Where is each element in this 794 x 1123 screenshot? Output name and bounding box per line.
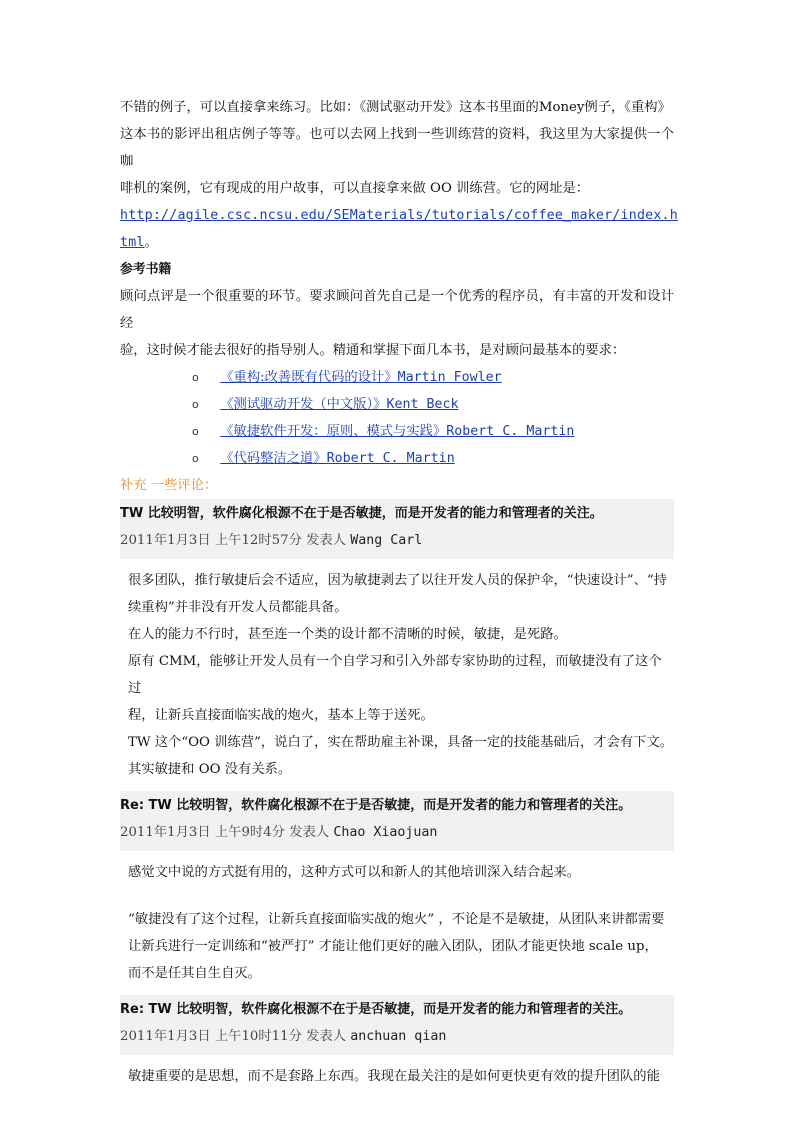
book-title: 《重构:改善既有代码的设计》 [220, 370, 398, 385]
bullet-icon: o [192, 452, 199, 465]
coffee-maker-link[interactable]: http://agile.csc.ncsu.edu/SEMaterials/tutorials/coffee_maker/index.h [120, 208, 678, 223]
post-title: Re: TW 比较明智，软件腐化根源不在于是否敏捷，而是开发者的能力和管理者的关注。 [120, 791, 674, 819]
post-body [120, 1055, 674, 1098]
list-item [192, 445, 674, 472]
book-link-3[interactable] [220, 424, 574, 439]
post-author: Wang Carl [350, 533, 423, 548]
comments-label: 补充 一些评论： [120, 478, 218, 493]
book-list [192, 364, 674, 472]
post-body [120, 559, 674, 791]
book-title: 《敏捷软件开发：原则、模式与实践》 [220, 424, 447, 439]
books-heading: 参考书籍 [120, 262, 172, 277]
list-item [192, 418, 674, 445]
url-line-2 [120, 229, 674, 256]
url-line [120, 202, 678, 229]
post-line: 很多团队，推行敏捷后会不适应，因为敏捷剥去了以往开发人员的保护伞，“快速设计”、“持 [128, 573, 667, 588]
book-author: Martin Fowler [397, 370, 502, 385]
intro-line-1: 不错的例子，可以直接拿来练习。比如：《测试驱动开发》这本书里面的Money例子，《重构》 [120, 100, 671, 115]
post-author: Chao Xiaojuan [333, 825, 438, 840]
post-line: 程，让新兵直接面临实战的炮火，基本上等于送死。 [128, 708, 434, 723]
post-meta [120, 819, 674, 851]
paragraph-gap [128, 886, 674, 906]
coffee-maker-link-tail[interactable]: tml [120, 235, 145, 250]
post-author: anchuan qian [350, 1029, 447, 1044]
books-line-1: 顾问点评是一个很重要的环节。要求顾问首先自己是一个优秀的程序员，有丰富的开发和设计经 [120, 289, 674, 331]
post-line: 感觉文中说的方式挺有用的，这种方式可以和新人的其他培训深入结合起来。 [128, 865, 581, 880]
list-item [192, 364, 674, 391]
post-line: 而不是任其自生自灭。 [128, 966, 261, 981]
url-period: 。 [144, 235, 158, 250]
bullet-icon: o [192, 371, 199, 384]
bullet-icon: o [192, 425, 199, 438]
post-meta [120, 527, 674, 559]
post-date: 2011年1月3日 上午9时4分 发表人 [120, 825, 330, 840]
book-author: Robert C. Martin [326, 451, 455, 466]
list-item [192, 391, 674, 418]
intro-line-2: 这本书的影评出租店例子等等。也可以去网上找到一些训练营的资料，我这里为大家提供一个咖 [120, 127, 674, 169]
post-line: 其实敏捷和 OO 没有关系。 [128, 762, 292, 777]
comment-post-1 [120, 499, 674, 791]
post-line: 让新兵进行一定训练和“被严打” 才能让他们更好的融入团队，团队才能更快地 scale up， [128, 939, 658, 954]
post-line: “敏捷没有了这个过程，让新兵直接面临实战的炮火” ，不论是不是敏捷，从团队来讲都需要 [128, 912, 665, 927]
post-meta [120, 1023, 674, 1055]
book-author: Robert C. Martin [446, 424, 575, 439]
book-title: 《测试驱动开发（中文版）》 [220, 397, 387, 412]
post-line: 续重构”并非没有开发人员都能具备。 [128, 600, 348, 615]
post-line: TW 这个“OO 训练营”，说白了，实在帮助雇主补课，具备一定的技能基础后，才会有下文。 [128, 735, 674, 750]
post-date: 2011年1月3日 上午12时57分 发表人 [120, 533, 347, 548]
post-line: 在人的能力不行时，甚至连一个类的设计都不清晰的时候，敏捷，是死路。 [128, 627, 567, 642]
post-line: 原有 CMM，能够让开发人员有一个自学习和引入外部专家协助的过程，而敏捷没有了这个过 [128, 654, 662, 696]
post-line: 敏捷重要的是思想，而不是套路上东西。我现在最关注的是如何更快更有效的提升团队的能 [128, 1069, 660, 1084]
post-title: Re: TW 比较明智，软件腐化根源不在于是否敏捷，而是开发者的能力和管理者的关注。 [120, 995, 674, 1023]
book-author: Kent Beck [386, 397, 459, 412]
book-link-1[interactable] [220, 370, 501, 385]
book-link-2[interactable] [220, 397, 458, 412]
post-date: 2011年1月3日 上午10时11分 发表人 [120, 1029, 347, 1044]
post-title: TW 比较明智，软件腐化根源不在于是否敏捷，而是开发者的能力和管理者的关注。 [120, 499, 674, 527]
intro-line-3: 啡机的案例，它有现成的用户故事，可以直接拿来做 OO 训练营。它的网址是： [120, 181, 590, 196]
book-link-4[interactable] [220, 451, 454, 466]
post-body [120, 851, 674, 995]
bullet-icon: o [192, 398, 199, 411]
books-line-2: 验，这时候才能去很好的指导别人。精通和掌握下面几本书，是对顾问最基本的要求： [120, 343, 626, 358]
comment-post-3 [120, 995, 674, 1098]
comment-post-2 [120, 791, 674, 995]
document-content [120, 94, 678, 1098]
book-title: 《代码整洁之道》 [220, 451, 327, 466]
